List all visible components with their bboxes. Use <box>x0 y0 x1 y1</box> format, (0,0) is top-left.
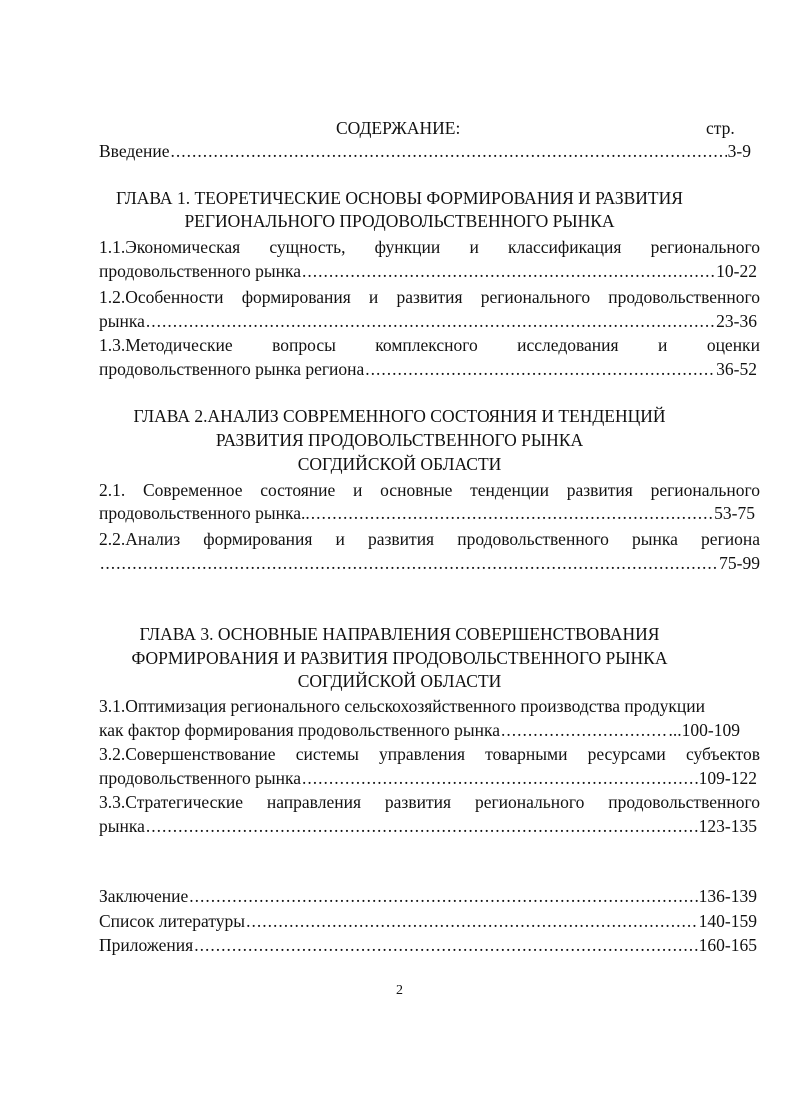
toc-entry-1-1-line2[interactable] <box>99 260 757 282</box>
toc-entry-1-3-line2[interactable] <box>99 358 757 380</box>
chapter1-heading-line1: ГЛАВА 1. ТЕОРЕТИЧЕСКИЕ ОСНОВЫ ФОРМИРОВАНИЯ И РАЗВИТИЯ <box>116 188 683 208</box>
dot-leader <box>146 815 698 837</box>
word: управления <box>379 744 465 764</box>
toc-entry-3-3-line2[interactable] <box>99 815 757 837</box>
toc-entry-3-1-line1[interactable]: 3.1.Оптимизация регионального сельскохозяйственного производства продукции <box>99 696 705 716</box>
chapter2-heading-line1: ГЛАВА 2.АНАЛИЗ СОВРЕМЕННОГО СОСТОЯНИЯ И ТЕНДЕНЦИЙ <box>133 406 666 426</box>
word: развития <box>396 287 463 307</box>
toc-entry-2-2-line2[interactable] <box>99 552 760 574</box>
word: формирования <box>203 529 313 549</box>
toc-entry-3-1-line2[interactable] <box>99 719 740 741</box>
chapter2-heading-line2: РАЗВИТИЯ ПРОДОВОЛЬСТВЕННОГО РЫНКА <box>215 430 584 450</box>
dot-leader <box>100 552 718 574</box>
word: и <box>658 335 668 355</box>
chapter1-heading-line2: РЕГИОНАЛЬНОГО ПРОДОВОЛЬСТВЕННОГО РЫНКА <box>184 211 615 231</box>
entry-label: Приложения <box>99 935 194 955</box>
dot-leader <box>365 358 715 380</box>
entry-pages: 3-9 <box>727 141 751 161</box>
word: тенденции <box>470 480 549 500</box>
chapter2-heading-line3: СОГДИЙСКОЙ ОБЛАСТИ <box>297 454 502 474</box>
word: и <box>335 529 345 549</box>
word: вопросы <box>272 335 336 355</box>
entry-pages: 140-159 <box>698 911 757 931</box>
chapter3-heading-line2: ФОРМИРОВАНИЯ И РАЗВИТИЯ ПРОДОВОЛЬСТВЕННОГО РЫНКА <box>131 648 668 668</box>
word: сущность, <box>269 237 346 257</box>
word: направления <box>266 792 361 812</box>
word: и <box>469 237 479 257</box>
entry-label: как фактор формирования продовольственного рынка <box>99 720 500 740</box>
entry-pages: 75-99 <box>719 553 760 573</box>
dot-leader <box>146 310 715 332</box>
word: 2.1. <box>99 480 126 500</box>
word: регионального <box>650 237 760 257</box>
word: 3.3.Стратегические <box>99 792 243 812</box>
entry-label: продовольственного рынка региона <box>99 359 365 379</box>
entry-pages: 36-52 <box>716 359 757 379</box>
word: комплексного <box>375 335 478 355</box>
word: региона <box>701 529 760 549</box>
entry-label: Список литературы <box>99 911 246 931</box>
word: формирования <box>241 287 351 307</box>
word: продовольственного <box>608 287 760 307</box>
toc-entry-2-2-line1[interactable] <box>99 528 760 550</box>
word: исследования <box>517 335 619 355</box>
entry-label: рынка <box>99 311 145 331</box>
toc-title: СОДЕРЖАНИЕ: <box>336 118 461 138</box>
dot-leader <box>194 934 697 956</box>
word: 1.1.Экономическая <box>99 237 241 257</box>
entry-pages: 10-22 <box>716 261 757 281</box>
toc-entry-appendices[interactable] <box>99 934 757 956</box>
word: оценки <box>706 335 760 355</box>
word: рынка <box>632 529 678 549</box>
word: 1.2.Особенности <box>99 287 224 307</box>
dot-leader <box>501 719 668 741</box>
word: регионального <box>480 287 591 307</box>
entry-label: продовольственного рынка <box>99 768 301 788</box>
dot-leader <box>302 767 698 789</box>
dot-leader <box>246 910 698 932</box>
entry-label: рынка <box>99 816 145 836</box>
word: и <box>368 287 379 307</box>
toc-entry-references[interactable] <box>99 910 757 932</box>
entry-pages: ...100-109 <box>668 720 740 740</box>
word: товарными <box>485 744 568 764</box>
word: развития <box>384 792 452 812</box>
word: системы <box>295 744 359 764</box>
dot-leader <box>311 502 713 524</box>
toc-entry-introduction[interactable] <box>99 140 751 162</box>
dot-leader <box>171 140 727 162</box>
entry-label: Заключение <box>99 886 189 906</box>
word: развития <box>367 529 435 549</box>
word: продовольственного <box>457 529 609 549</box>
toc-entry-1-1-line1[interactable] <box>99 236 760 258</box>
toc-entry-2-1-line1[interactable] <box>99 479 760 501</box>
dot-leader <box>302 260 715 282</box>
chapter3-heading-line1: ГЛАВА 3. ОСНОВНЫЕ НАПРАВЛЕНИЯ СОВЕРШЕНСТВОВАНИЯ <box>139 624 660 644</box>
entry-pages: 123-135 <box>698 816 757 836</box>
toc-entry-1-2-line1[interactable] <box>99 286 760 308</box>
word: и <box>353 480 363 500</box>
dot-leader <box>189 885 697 907</box>
word: субъектов <box>685 744 760 764</box>
entry-label: Введение <box>99 141 170 161</box>
word: ресурсами <box>587 744 666 764</box>
word: развития <box>566 480 633 500</box>
page-number: 2 <box>396 983 403 998</box>
entry-pages: 109-122 <box>698 768 757 788</box>
toc-entry-3-2-line2[interactable] <box>99 767 757 789</box>
word: продовольственного <box>608 792 760 812</box>
entry-pages: 23-36 <box>716 311 757 331</box>
word: регионального <box>474 792 585 812</box>
word: функции <box>374 237 441 257</box>
word: основные <box>380 480 453 500</box>
toc-entry-3-3-line1[interactable] <box>99 791 760 813</box>
entry-label: продовольственного рынка <box>99 261 301 281</box>
entry-pages: 160-165 <box>698 935 757 955</box>
word: состояние <box>260 480 336 500</box>
page-column-label: стр. <box>706 118 735 138</box>
word: 3.2.Совершенствование <box>99 744 276 764</box>
word: 2.2.Анализ <box>99 529 181 549</box>
toc-entry-3-2-line1[interactable] <box>99 743 760 765</box>
entry-pages: 136-139 <box>698 886 757 906</box>
toc-entry-2-1-line2[interactable] <box>99 502 755 524</box>
word: 1.3.Методические <box>99 335 233 355</box>
chapter3-heading-line3: СОГДИЙСКОЙ ОБЛАСТИ <box>297 671 502 691</box>
toc-entry-1-2-line2[interactable] <box>99 310 757 332</box>
entry-label: продовольственного рынка.. <box>99 503 310 523</box>
toc-entry-conclusion[interactable] <box>99 885 757 907</box>
word: классификация <box>508 237 622 257</box>
toc-entry-1-3-line1[interactable] <box>99 334 760 356</box>
word: Современное <box>142 480 243 500</box>
entry-pages: 53-75 <box>714 503 755 523</box>
word: регионального <box>650 480 760 500</box>
